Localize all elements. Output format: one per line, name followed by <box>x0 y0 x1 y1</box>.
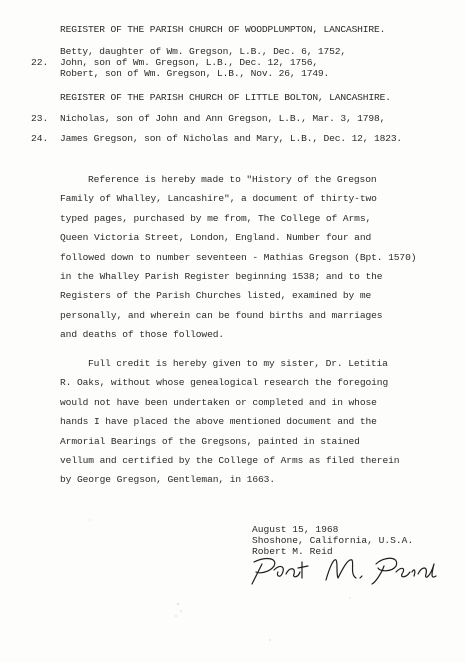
entry-john: John, son of Wm. Gregson, L.B., Dec. 12, 1756, <box>60 57 318 68</box>
handwritten-signature <box>244 552 440 586</box>
entry-number-24: 24. <box>31 133 49 144</box>
entry-number-23: 23. <box>31 113 49 124</box>
credit-line: by George Gregson, Gentleman, in 1663. <box>60 474 275 486</box>
credit-line: would not have been undertaken or completed and in whose <box>60 396 377 408</box>
typed-name: Robert M. Reid <box>252 546 333 557</box>
entry-number-22: 22. <box>31 57 49 68</box>
reference-line: Reference is hereby made to "History of the Gregson <box>88 174 377 185</box>
reference-line: Registers of the Parish Churches listed, examined by me <box>60 290 372 302</box>
reference-line: and deaths of those followed. <box>60 329 225 341</box>
reference-line: followed down to number seventeen - Mathias Gregson (Bpt. 1570) <box>60 251 417 263</box>
entry-robert: Robert, son of Wm. Gregson, L.B., Nov. 26, 1749. <box>60 68 330 79</box>
reference-line: typed pages, purchased by me from, The College of Arms, <box>60 212 372 224</box>
credit-line: R. Oaks, without whose genealogical research the foregoing <box>60 377 389 389</box>
credit-line: Full credit is hereby given to my sister, Dr. Letitia <box>88 358 388 369</box>
register-heading-little-bolton: REGISTER OF THE PARISH CHURCH OF LITTLE BOLTON, LANCASHIRE. <box>60 92 391 103</box>
credit-paragraph <box>60 354 399 490</box>
reference-line: Queen Victoria Street, London, England. Number four and <box>60 232 372 244</box>
register-heading-woodplumpton: REGISTER OF THE PARISH CHURCH OF WOODPLUMPTON, LANCASHIRE. <box>60 24 386 35</box>
signature-date: August 15, 1968 <box>252 524 339 535</box>
entry-nicholas: Nicholas, son of John and Ann Gregson, L.B., Mar. 3, 1798, <box>60 113 386 124</box>
reference-line: personally, and wherein can be found births and marriages <box>60 309 383 321</box>
credit-line: vellum and certified by the College of Arms as filed therein <box>60 455 400 467</box>
entry-james: James Gregson, son of Nicholas and Mary, L.B., Dec. 12, 1823. <box>60 133 403 144</box>
signature-place: Shoshone, California, U.S.A. <box>252 535 414 546</box>
reference-line: in the Whalley Parish Register beginning 1538; and to the <box>60 271 383 283</box>
credit-line: Armorial Bearings of the Gregsons, painted in stained <box>60 435 360 447</box>
entry-betty: Betty, daughter of Wm. Gregson, L.B., Dec. 6, 1752, <box>60 46 346 57</box>
credit-line: hands I have placed the above mentioned document and the <box>60 416 377 428</box>
reference-paragraph <box>60 170 416 345</box>
reference-line: Family of Whalley, Lancashire", a document of thirty-two <box>60 193 377 205</box>
